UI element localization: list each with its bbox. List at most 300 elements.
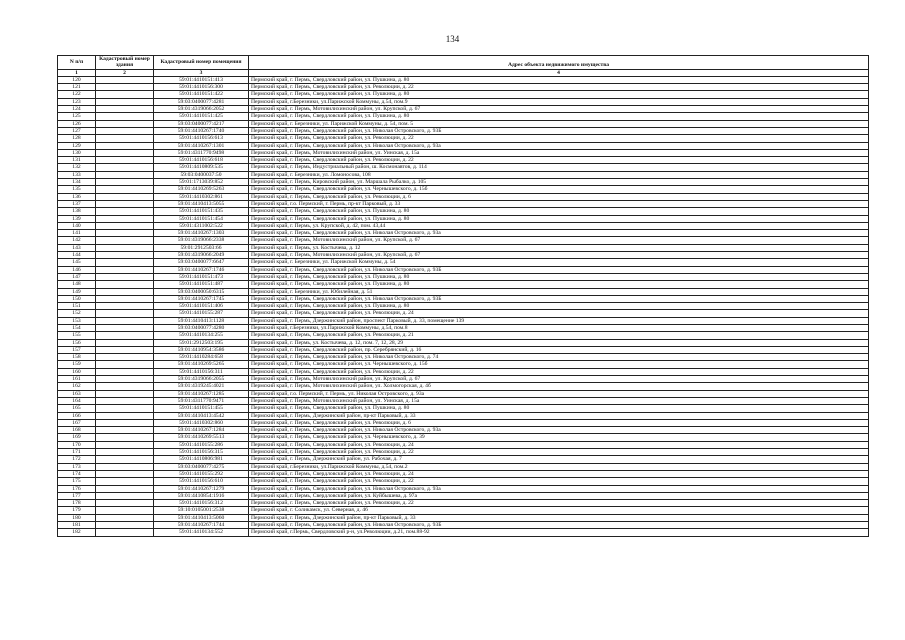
room-cadastral-cell: 59:01:2912503:195	[154, 339, 249, 346]
building-cadastral-cell	[96, 434, 154, 441]
table-row	[58, 288, 869, 295]
table-row	[58, 405, 869, 412]
address-cell: Пермский край, г. Пермь, Кировский район, ул. Маршала Рыбалко, д. 105	[249, 179, 869, 186]
room-cadastral-cell: 59:01:4410267:1284	[154, 427, 249, 434]
room-cadastral-cell: 59:03:0400077:4281	[154, 98, 249, 105]
table-row	[58, 135, 869, 142]
row-number-cell: 133	[58, 171, 96, 178]
room-cadastral-cell: 59:01:4410156:311	[154, 368, 249, 375]
table-row	[58, 127, 869, 134]
address-cell: Пермский край, г. Пермь, Свердловский район, ул. Пушкина, д. 80	[249, 76, 869, 83]
table-row	[58, 529, 869, 536]
address-cell: Пермский край, г. Пермь, Свердловский район, ул. Чернышевского, д. 15б	[249, 361, 869, 368]
address-cell: Пермский край, г. Пермь, Мотовилихинский район, ул. Уинская, д. 15а	[249, 397, 869, 404]
address-cell: Пермский край, г. Пермь, Дзержинский район, пр-кт Парковый, д. 33	[249, 514, 869, 521]
room-cadastral-cell: 59:01:4410156:300	[154, 84, 249, 91]
building-cadastral-cell	[96, 324, 154, 331]
building-cadastral-cell	[96, 317, 154, 324]
table-row	[58, 215, 869, 222]
table-row	[58, 397, 869, 404]
table-row	[58, 470, 869, 477]
room-cadastral-cell: 59:01:4410267:1303	[154, 230, 249, 237]
address-cell: Пермский край, г. Пермь, Свердловский район, ул. Пушкина, д. 80	[249, 273, 869, 280]
table-row	[58, 259, 869, 266]
room-cadastral-cell: 59:01:4410156:315	[154, 449, 249, 456]
table-row	[58, 171, 869, 178]
table-row	[58, 179, 869, 186]
row-number-cell: 129	[58, 142, 96, 149]
building-cadastral-cell	[96, 456, 154, 463]
room-cadastral-cell: 59:01:4311002:522	[154, 222, 249, 229]
address-cell: Пермский край, г. Пермь, Свердловский район, ул. Революции, д. 22	[249, 500, 869, 507]
column-index: 4	[249, 69, 869, 76]
room-cadastral-cell: 59:01:4410267:1285	[154, 390, 249, 397]
address-cell: Пермский край, г. Пермь, Свердловский район, ул. Николая Островского, д. 93Б	[249, 266, 869, 273]
building-cadastral-cell	[96, 186, 154, 193]
row-number-cell: 138	[58, 208, 96, 215]
row-number-cell: 179	[58, 507, 96, 514]
table-row	[58, 500, 869, 507]
table-row	[58, 266, 869, 273]
table-row	[58, 120, 869, 127]
table-row	[58, 98, 869, 105]
room-cadastral-cell: 59:01:4319066:2052	[154, 106, 249, 113]
room-cadastral-cell: 59:01:2912503:66	[154, 244, 249, 251]
row-number-cell: 148	[58, 281, 96, 288]
room-cadastral-cell: 59:03:0400050:6315	[154, 288, 249, 295]
table-row	[58, 237, 869, 244]
column-index: 2	[96, 69, 154, 76]
building-cadastral-cell	[96, 273, 154, 280]
row-number-cell: 136	[58, 193, 96, 200]
row-number-cell: 166	[58, 412, 96, 419]
room-cadastral-cell: 59:01:4410156:610	[154, 478, 249, 485]
address-cell: Пермский край, г. Березники, ул. Парижской Коммуны, д. 54	[249, 259, 869, 266]
row-number-cell: 153	[58, 317, 96, 324]
building-cadastral-cell	[96, 346, 154, 353]
header-address: Адрес объекта недвижимого имущества	[249, 56, 869, 70]
address-cell: Пермский край, г. Пермь, Свердловский район, ул. Революции, д. 22	[249, 84, 869, 91]
room-cadastral-cell: 59:01:4410151:454	[154, 215, 249, 222]
address-cell: Пермский край, г. Пермь, ул. Крупской, д. 42, пом. 43,44	[249, 222, 869, 229]
room-cadastral-cell: 59:01:4319066:2049	[154, 252, 249, 259]
address-cell: Пермский край, г.о. Пермский, г. Пермь, ул. Николая Островского, д. 93а	[249, 390, 869, 397]
address-cell: Пермский край, г. Пермь, Свердловский район, ул. Революции, д. 22	[249, 368, 869, 375]
building-cadastral-cell	[96, 215, 154, 222]
building-cadastral-cell	[96, 390, 154, 397]
building-cadastral-cell	[96, 405, 154, 412]
address-cell: Пермский край, г.Пермь, Свердловский р-н, ул.Революции, д.21, пом.88-92	[249, 529, 869, 536]
room-cadastral-cell: 59:01:4410151:406	[154, 303, 249, 310]
table-row	[58, 514, 869, 521]
row-number-cell: 159	[58, 361, 96, 368]
room-cadastral-cell: 59:01:4410269:5513	[154, 434, 249, 441]
address-cell: Пермский край, г. Пермь, Индустриальный район, ш. Космонавтов, д. 114	[249, 164, 869, 171]
row-number-cell: 146	[58, 266, 96, 273]
table-row	[58, 273, 869, 280]
table-row	[58, 230, 869, 237]
room-cadastral-cell: 59:01:4410413:5055	[154, 200, 249, 207]
table-row	[58, 339, 869, 346]
row-number-cell: 168	[58, 427, 96, 434]
address-cell: Пермский край, г. Пермь, Мотовилихинский район, ул. Крупской, д. 67	[249, 237, 869, 244]
room-cadastral-cell: 59:01:4410151:435	[154, 208, 249, 215]
table-row	[58, 449, 869, 456]
building-cadastral-cell	[96, 332, 154, 339]
room-cadastral-cell: 59:10:0105001:2538	[154, 507, 249, 514]
address-cell: Пермский край, г. Пермь, Свердловский район, ул. Николая Островского, д. 74	[249, 354, 869, 361]
table-row	[58, 222, 869, 229]
row-number-cell: 122	[58, 91, 96, 98]
building-cadastral-cell	[96, 142, 154, 149]
row-number-cell: 154	[58, 324, 96, 331]
table-row	[58, 281, 869, 288]
room-cadastral-cell: 59:01:4410269:5265	[154, 361, 249, 368]
address-cell: Пермский край, г. Пермь, Свердловский район, ул. Пушкина, д. 80	[249, 113, 869, 120]
table-row	[58, 252, 869, 259]
row-number-cell: 167	[58, 419, 96, 426]
building-cadastral-cell	[96, 427, 154, 434]
header-room-cadastral: Кадастровый номер помещения	[154, 56, 249, 70]
building-cadastral-cell	[96, 113, 154, 120]
building-cadastral-cell	[96, 463, 154, 470]
row-number-cell: 161	[58, 376, 96, 383]
row-number-cell: 143	[58, 244, 96, 251]
address-cell: Пермский край, г. Пермь, Мотовилихинский район, ул. Уинская, д. 15а	[249, 149, 869, 156]
building-cadastral-cell	[96, 397, 154, 404]
address-cell: Пермский край, г. Березники, ул. Юбилейная, д. 51	[249, 288, 869, 295]
building-cadastral-cell	[96, 500, 154, 507]
address-cell: Пермский край, г. Пермь, ул. Костычева, д. 12	[249, 244, 869, 251]
header-building-cadastral: Кадастровый номер здания	[96, 56, 154, 70]
address-cell: Пермский край, г. Пермь, Свердловский район, ул. Революции, д. 21	[249, 332, 869, 339]
row-number-cell: 172	[58, 456, 96, 463]
building-cadastral-cell	[96, 193, 154, 200]
row-number-cell: 144	[58, 252, 96, 259]
row-number-cell: 126	[58, 120, 96, 127]
building-cadastral-cell	[96, 288, 154, 295]
building-cadastral-cell	[96, 259, 154, 266]
column-index: 1	[58, 69, 96, 76]
row-number-cell: 175	[58, 478, 96, 485]
room-cadastral-cell: 59:01:4410302:861	[154, 193, 249, 200]
building-cadastral-cell	[96, 200, 154, 207]
row-number-cell: 145	[58, 259, 96, 266]
row-number-cell: 125	[58, 113, 96, 120]
room-cadastral-cell: 59:01:4410854:1916	[154, 492, 249, 499]
building-cadastral-cell	[96, 383, 154, 390]
row-number-cell: 147	[58, 273, 96, 280]
row-number-cell: 131	[58, 157, 96, 164]
row-number-cell: 150	[58, 295, 96, 302]
building-cadastral-cell	[96, 237, 154, 244]
table-row	[58, 149, 869, 156]
table-row	[58, 419, 869, 426]
row-number-cell: 137	[58, 200, 96, 207]
room-cadastral-cell: 59:01:4410413:1128	[154, 317, 249, 324]
table-row	[58, 492, 869, 499]
table-row	[58, 244, 869, 251]
building-cadastral-cell	[96, 419, 154, 426]
row-number-cell: 141	[58, 230, 96, 237]
property-registry-table	[57, 55, 869, 537]
room-cadastral-cell: 59:03:0400077:4280	[154, 324, 249, 331]
building-cadastral-cell	[96, 303, 154, 310]
building-cadastral-cell	[96, 368, 154, 375]
building-cadastral-cell	[96, 514, 154, 521]
table-row	[58, 193, 869, 200]
building-cadastral-cell	[96, 310, 154, 317]
table-row	[58, 310, 869, 317]
table-row	[58, 186, 869, 193]
address-cell: Пермский край, г. Пермь, Мотовилихинский район, ул. Крупской, д. 67	[249, 376, 869, 383]
room-cadastral-cell: 59:01:4410809:535	[154, 164, 249, 171]
table-row	[58, 164, 869, 171]
row-number-cell: 162	[58, 383, 96, 390]
table-row	[58, 507, 869, 514]
row-number-cell: 149	[58, 288, 96, 295]
building-cadastral-cell	[96, 230, 154, 237]
table-row	[58, 441, 869, 448]
building-cadastral-cell	[96, 127, 154, 134]
building-cadastral-cell	[96, 522, 154, 529]
table-row	[58, 295, 869, 302]
room-cadastral-cell: 59:01:4410155:292	[154, 470, 249, 477]
address-cell: Пермский край, г. Пермь, Свердловский район, ул. Пушкина, д. 80	[249, 215, 869, 222]
row-number-cell: 127	[58, 127, 96, 134]
table-row	[58, 456, 869, 463]
table-row	[58, 106, 869, 113]
building-cadastral-cell	[96, 470, 154, 477]
row-number-cell: 171	[58, 449, 96, 456]
room-cadastral-cell: 59:01:4410151:422	[154, 91, 249, 98]
table-row	[58, 427, 869, 434]
row-number-cell: 174	[58, 470, 96, 477]
building-cadastral-cell	[96, 149, 154, 156]
address-cell: Пермский край, г. Пермь, Свердловский район, ул. Чернышевского, д. 39	[249, 434, 869, 441]
row-number-cell: 182	[58, 529, 96, 536]
room-cadastral-cell: 59:03:0400077:4217	[154, 120, 249, 127]
address-cell: Пермский край, г. Пермь, Свердловский район, ул. Николая Островского, д. 93Б	[249, 127, 869, 134]
address-cell: Пермский край, г. Пермь, Мотовилихинский район, ул. Холмогорская, д. 4б	[249, 383, 869, 390]
building-cadastral-cell	[96, 84, 154, 91]
row-number-cell: 132	[58, 164, 96, 171]
building-cadastral-cell	[96, 106, 154, 113]
building-cadastral-cell	[96, 412, 154, 419]
room-cadastral-cell: 59:01:4410269:5263	[154, 186, 249, 193]
row-number-cell: 173	[58, 463, 96, 470]
table-row	[58, 142, 869, 149]
row-number-cell: 130	[58, 149, 96, 156]
table-row	[58, 485, 869, 492]
address-cell: Пермский край, г. Пермь, Свердловский район, ул. Революции, д. 6	[249, 193, 869, 200]
room-cadastral-cell: 59:03:0400077:6647	[154, 259, 249, 266]
address-cell: Пермский край, г.Березники, ул.Парижской Коммуны, д.54, пом.2	[249, 463, 869, 470]
room-cadastral-cell: 59:01:4410267:1279	[154, 485, 249, 492]
building-cadastral-cell	[96, 266, 154, 273]
address-cell: Пермский край, г. Пермь, Свердловский район, ул. Революции, д. 22	[249, 135, 869, 142]
building-cadastral-cell	[96, 354, 154, 361]
table-row	[58, 208, 869, 215]
address-cell: Пермский край, г. Пермь, Дзержинский район, проспект Парковый, д. 33, помещение 139	[249, 317, 869, 324]
building-cadastral-cell	[96, 339, 154, 346]
address-cell: Пермский край, г. Пермь, Свердловский район, ул. Революции, д. 22	[249, 449, 869, 456]
building-cadastral-cell	[96, 449, 154, 456]
building-cadastral-cell	[96, 492, 154, 499]
row-number-cell: 124	[58, 106, 96, 113]
address-cell: Пермский край, г. Пермь, Свердловский район, ул. Пушкина, д. 80	[249, 281, 869, 288]
building-cadastral-cell	[96, 295, 154, 302]
address-cell: Пермский край, г. Пермь, Свердловский район, ул. Николая Островского, д. 93Б	[249, 295, 869, 302]
building-cadastral-cell	[96, 179, 154, 186]
room-cadastral-cell: 59:01:4410155:286	[154, 441, 249, 448]
room-cadastral-cell: 59:01:4410284:658	[154, 354, 249, 361]
table-row	[58, 346, 869, 353]
building-cadastral-cell	[96, 281, 154, 288]
table-row	[58, 390, 869, 397]
header-row	[58, 56, 869, 70]
room-cadastral-cell: 59:01:4410302:860	[154, 419, 249, 426]
row-number-cell: 163	[58, 390, 96, 397]
table-row	[58, 113, 869, 120]
building-cadastral-cell	[96, 208, 154, 215]
building-cadastral-cell	[96, 120, 154, 127]
room-cadastral-cell: 59:01:4410267:1745	[154, 295, 249, 302]
room-cadastral-cell: 59:01:4410151:473	[154, 273, 249, 280]
row-number-cell: 177	[58, 492, 96, 499]
room-cadastral-cell: 59:01:4410134:255	[154, 332, 249, 339]
row-number-cell: 160	[58, 368, 96, 375]
room-cadastral-cell: 59:01:4410806:981	[154, 456, 249, 463]
building-cadastral-cell	[96, 222, 154, 229]
building-cadastral-cell	[96, 485, 154, 492]
page-number: 134	[445, 34, 460, 44]
address-cell: Пермский край, г. Пермь, Свердловский район, ул. Чернышевского, д. 15б	[249, 186, 869, 193]
row-number-cell: 176	[58, 485, 96, 492]
room-cadastral-cell: 59:01:4410156:613	[154, 135, 249, 142]
address-cell: Пермский край, г. Березники, ул. Парижской Коммуны, д. 54, пом. 5	[249, 120, 869, 127]
address-cell: Пермский край, г. Пермь, Свердловский район, ул. Пушкина, д. 80	[249, 405, 869, 412]
room-cadastral-cell: 59:01:4311770:9498	[154, 149, 249, 156]
address-cell: Пермский край, г. Пермь, Свердловский район, ул. Революции, д. 24	[249, 310, 869, 317]
header-num: N п/п	[58, 56, 96, 70]
room-cadastral-cell: 59:01:4410156:618	[154, 157, 249, 164]
table-row	[58, 522, 869, 529]
row-number-cell: 170	[58, 441, 96, 448]
address-cell: Пермский край, г. Пермь, Дзержинский район, ул. Рабочая, д. 7	[249, 456, 869, 463]
room-cadastral-cell: 59:01:4410954:3586	[154, 346, 249, 353]
address-cell: Пермский край, г. Березники, ул. Ломоносова, 108	[249, 171, 869, 178]
column-index: 3	[154, 69, 249, 76]
row-number-cell: 156	[58, 339, 96, 346]
building-cadastral-cell	[96, 529, 154, 536]
room-cadastral-cell: 59:01:4319066:2055	[154, 376, 249, 383]
building-cadastral-cell	[96, 76, 154, 83]
table-row	[58, 361, 869, 368]
address-cell: Пермский край, г. Пермь, Свердловский район, ул. Революции, д. 24	[249, 470, 869, 477]
row-number-cell: 134	[58, 179, 96, 186]
row-number-cell: 178	[58, 500, 96, 507]
address-cell: Пермский край, г.Березники, ул.Парижской Коммуны, д.54, пом.9	[249, 98, 869, 105]
table-row	[58, 463, 869, 470]
room-cadastral-cell: 59:01:4410267:1746	[154, 266, 249, 273]
row-number-cell: 157	[58, 346, 96, 353]
table-row	[58, 368, 869, 375]
table-row	[58, 478, 869, 485]
table-row	[58, 376, 869, 383]
table-row	[58, 317, 869, 324]
address-cell: Пермский край, г. Пермь, Свердловский район, ул. Николая Островского, д. 93а	[249, 427, 869, 434]
room-cadastral-cell: 59:01:4410267:1301	[154, 142, 249, 149]
table-row	[58, 332, 869, 339]
row-number-cell: 123	[58, 98, 96, 105]
building-cadastral-cell	[96, 376, 154, 383]
column-index-row	[58, 69, 869, 76]
row-number-cell: 181	[58, 522, 96, 529]
address-cell: Пермский край, г. Пермь, Дзержинский район, пр-кт Парковый, д. 33	[249, 412, 869, 419]
address-cell: Пермский край, г. Пермь, Свердловский район, ул. Революции, д. 22	[249, 157, 869, 164]
address-cell: Пермский край, г. Пермь, Мотовилихинский район, ул. Крупской, д. 67	[249, 252, 869, 259]
building-cadastral-cell	[96, 171, 154, 178]
row-number-cell: 165	[58, 405, 96, 412]
row-number-cell: 139	[58, 215, 96, 222]
address-cell: Пермский край, г. Пермь, Мотовилихинский район, ул. Крупской, д. 67	[249, 106, 869, 113]
room-cadastral-cell: 59:01:4410151:487	[154, 281, 249, 288]
room-cadastral-cell: 59:01:4410134:552	[154, 529, 249, 536]
room-cadastral-cell: 59:01:4311770:9471	[154, 397, 249, 404]
address-cell: Пермский край, г. Пермь, Свердловский район, ул. Пушкина, д. 80	[249, 208, 869, 215]
row-number-cell: 155	[58, 332, 96, 339]
building-cadastral-cell	[96, 157, 154, 164]
table-row	[58, 91, 869, 98]
address-cell: Пермский край, г. Пермь, Свердловский район, ул. Революции, д. 22	[249, 478, 869, 485]
table-row	[58, 84, 869, 91]
table-row	[58, 324, 869, 331]
building-cadastral-cell	[96, 164, 154, 171]
address-cell: Пермский край, г. Пермь, Свердловский район, ул. Николая Островского, д. 93а	[249, 485, 869, 492]
table-row	[58, 303, 869, 310]
table-row	[58, 412, 869, 419]
building-cadastral-cell	[96, 244, 154, 251]
address-cell: Пермский край, г. Пермь, Свердловский район, ул. Николая Островского, д. 93Б	[249, 522, 869, 529]
table-row	[58, 157, 869, 164]
row-number-cell: 164	[58, 397, 96, 404]
building-cadastral-cell	[96, 135, 154, 142]
room-cadastral-cell: 59:01:4410151:413	[154, 76, 249, 83]
room-cadastral-cell: 59:01:4410151:455	[154, 405, 249, 412]
table-row	[58, 354, 869, 361]
table-row	[58, 200, 869, 207]
address-cell: Пермский край, г. Пермь, ул. Костычева, д. 12, пом. 7, 12, 28, 29	[249, 339, 869, 346]
building-cadastral-cell	[96, 91, 154, 98]
row-number-cell: 169	[58, 434, 96, 441]
row-number-cell: 140	[58, 222, 96, 229]
building-cadastral-cell	[96, 361, 154, 368]
building-cadastral-cell	[96, 478, 154, 485]
row-number-cell: 142	[58, 237, 96, 244]
table-row	[58, 383, 869, 390]
address-cell: Пермский край, г.о. Пермский, г. Пермь, пр-кт Парковый, д. 33	[249, 200, 869, 207]
row-number-cell: 158	[58, 354, 96, 361]
room-cadastral-cell: 59:03:0400077:4275	[154, 463, 249, 470]
address-cell: Пермский край, г. Пермь, Свердловский район, ул. Куйбышева, д. 97а	[249, 492, 869, 499]
row-number-cell: 120	[58, 76, 96, 83]
room-cadastral-cell: 59:03:0400037:50	[154, 171, 249, 178]
row-number-cell: 152	[58, 310, 96, 317]
room-cadastral-cell: 59:01:4319245:4021	[154, 383, 249, 390]
building-cadastral-cell	[96, 98, 154, 105]
row-number-cell: 128	[58, 135, 96, 142]
